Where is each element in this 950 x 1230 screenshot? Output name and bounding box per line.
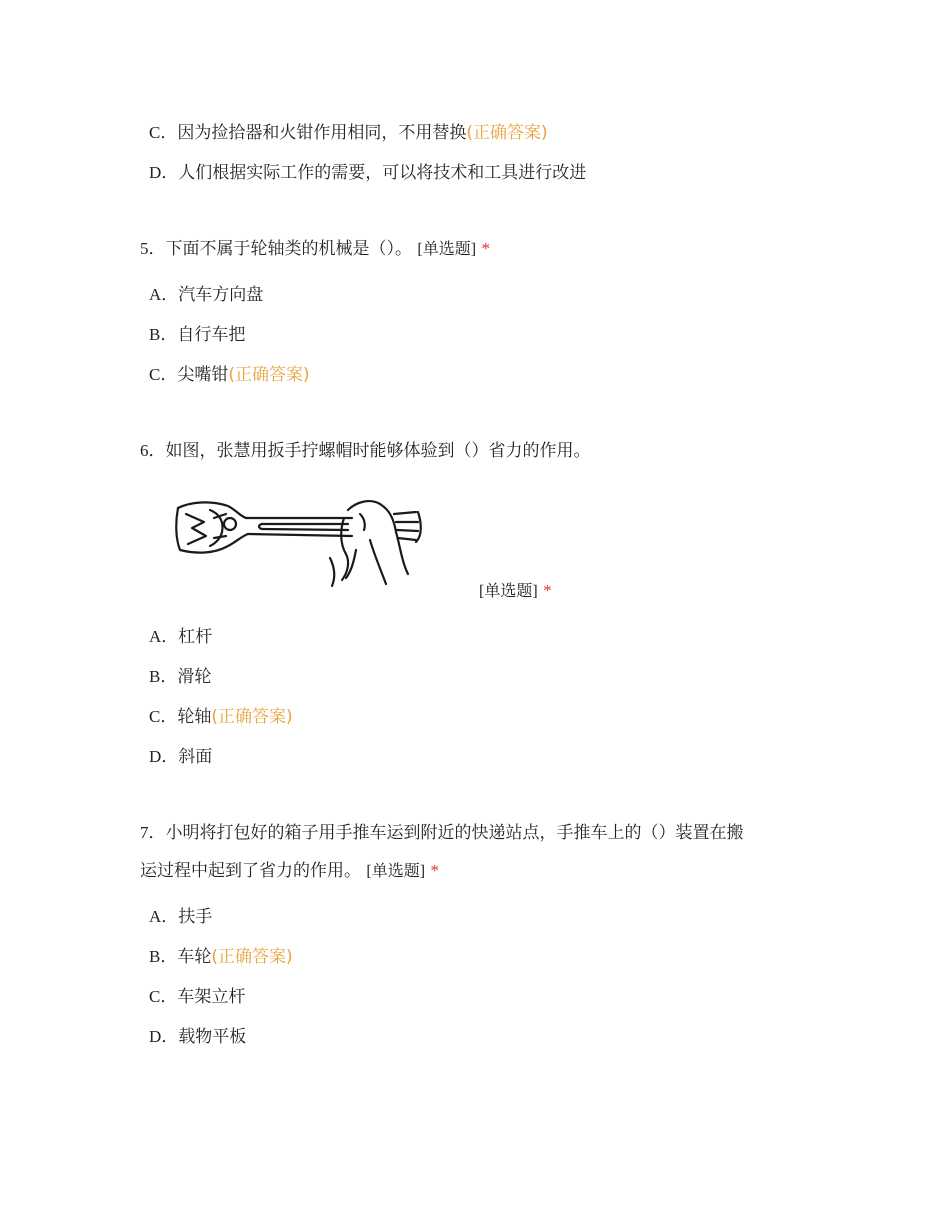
option-letter: C．: [149, 987, 178, 1006]
correct-answer-mark: (正确答案): [228, 365, 310, 385]
wrench-icon: [170, 484, 430, 602]
required-mark: *: [430, 861, 439, 880]
question-7-stem-line2: [140, 859, 439, 884]
option-text: 自行车把: [177, 325, 246, 345]
option-q5-c: [149, 363, 310, 387]
option-q4-d: [149, 161, 586, 185]
option-letter: B．: [149, 947, 178, 966]
option-letter: B．: [149, 667, 178, 686]
question-type-tag: [单选题]: [417, 241, 477, 258]
option-letter: A．: [149, 285, 179, 304]
option-q7-a: [149, 905, 212, 929]
wrench-in-hand-figure: [170, 484, 430, 602]
option-letter: B．: [149, 325, 178, 344]
question-number: 6．: [140, 441, 166, 460]
option-text: 杠杆: [178, 627, 213, 647]
option-q6-d: [149, 745, 212, 769]
question-type-tag: [单选题]: [366, 863, 426, 880]
option-letter: C．: [149, 707, 178, 726]
question-number: 7．: [140, 823, 166, 842]
option-q5-a: [149, 283, 263, 307]
option-letter: D．: [149, 163, 179, 182]
option-q5-b: [149, 323, 245, 347]
option-letter: C．: [149, 365, 178, 384]
option-letter: A．: [149, 907, 179, 926]
option-text: 车架立杆: [177, 987, 246, 1007]
option-q4-c: [149, 121, 548, 145]
option-letter: C．: [149, 123, 178, 142]
correct-answer-mark: (正确答案): [211, 947, 293, 967]
question-text: 小明将打包好的箱子用手推车运到附近的快递站点，手推车上的（）装置在搬: [165, 823, 744, 843]
question-text: 运过程中起到了省力的作用。: [140, 861, 361, 881]
option-q7-c: [149, 985, 245, 1009]
option-text: 人们根据实际工作的需要，可以将技术和工具进行改进: [178, 163, 587, 183]
option-text: 滑轮: [177, 667, 212, 687]
required-mark: *: [481, 239, 490, 258]
option-letter: D．: [149, 747, 179, 766]
correct-answer-mark: (正确答案): [466, 123, 548, 143]
option-text: 扶手: [178, 907, 213, 927]
option-q7-b: [149, 945, 293, 969]
question-number: 5．: [140, 239, 166, 258]
question-7-stem-line1: [140, 821, 744, 845]
option-text: 汽车方向盘: [178, 285, 264, 305]
question-6-stem: [140, 439, 591, 463]
option-q6-c: [149, 705, 293, 729]
option-text: 车轮: [177, 947, 212, 967]
option-letter: A．: [149, 627, 179, 646]
option-text: 尖嘴钳: [177, 365, 229, 385]
option-letter: D．: [149, 1027, 179, 1046]
option-q6-b: [149, 665, 211, 689]
required-mark: *: [543, 581, 552, 600]
question-text: 如图，张慧用扳手拧螺帽时能够体验到（）省力的作用。: [165, 441, 591, 461]
option-text: 斜面: [178, 747, 213, 767]
question-6-type-line: [479, 579, 552, 604]
question-text: 下面不属于轮轴类的机械是（）。: [165, 239, 412, 259]
question-5-stem: [140, 237, 490, 262]
question-type-tag: [单选题]: [479, 583, 538, 600]
correct-answer-mark: (正确答案): [211, 707, 293, 727]
option-text: 轮轴: [177, 707, 212, 727]
option-text: 载物平板: [178, 1027, 247, 1047]
option-q6-a: [149, 625, 212, 649]
option-q7-d: [149, 1025, 246, 1049]
option-text: 因为捡拾器和火钳作用相同，不用替换: [177, 123, 467, 143]
